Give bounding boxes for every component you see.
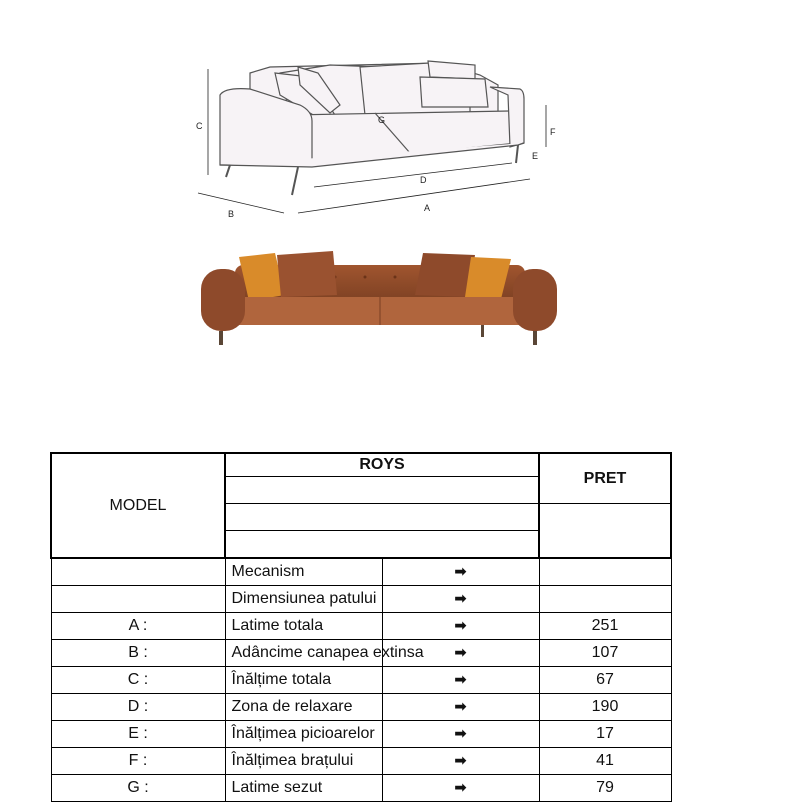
- row-value: 67: [539, 667, 671, 694]
- row-value: 190: [539, 694, 671, 721]
- table-row: [51, 694, 671, 721]
- row-code: E :: [51, 721, 225, 748]
- row-label: Înălțimea picioarelor: [225, 721, 382, 748]
- row-label: Mecanism: [225, 558, 382, 586]
- row-code: C :: [51, 667, 225, 694]
- row-value: 107: [539, 640, 671, 667]
- row-value: [539, 586, 671, 613]
- table-row: [51, 586, 671, 613]
- model-blank-row: [225, 504, 539, 531]
- right-arrow-icon: ➡: [454, 698, 467, 714]
- right-arrow-icon: ➡: [454, 725, 467, 741]
- row-code: A :: [51, 613, 225, 640]
- price-blank: [539, 504, 671, 559]
- row-value: [539, 558, 671, 586]
- sofa-dimension-drawing: [180, 55, 556, 220]
- table-row: [51, 775, 671, 802]
- label-e: E: [532, 151, 539, 161]
- label-f: F: [550, 127, 556, 137]
- model-blank-row: [225, 531, 539, 559]
- right-arrow-icon: ➡: [454, 563, 467, 579]
- table-row: [51, 613, 671, 640]
- model-name: ROYS: [225, 453, 539, 477]
- row-code: G :: [51, 775, 225, 802]
- label-b: B: [228, 209, 235, 219]
- table-row: [51, 640, 671, 667]
- right-arrow-icon: ➡: [454, 590, 467, 606]
- row-value: 17: [539, 721, 671, 748]
- row-code: [51, 558, 225, 586]
- table-row: [51, 667, 671, 694]
- model-blank-row: [225, 477, 539, 504]
- row-label: Înălțimea brațului: [225, 748, 382, 775]
- row-value: 41: [539, 748, 671, 775]
- row-code: F :: [51, 748, 225, 775]
- row-value: 79: [539, 775, 671, 802]
- right-arrow-icon: ➡: [454, 779, 467, 795]
- right-arrow-icon: ➡: [454, 671, 467, 687]
- table-row: [51, 748, 671, 775]
- label-g: G: [378, 115, 386, 125]
- row-label: Înălțime totala: [225, 667, 382, 694]
- row-label: Zona de relaxare: [225, 694, 382, 721]
- right-arrow-icon: ➡: [454, 644, 467, 660]
- table-row: [51, 558, 671, 586]
- row-label: Dimensiunea patului: [225, 586, 382, 613]
- label-c: C: [196, 121, 203, 131]
- right-arrow-icon: ➡: [454, 617, 467, 633]
- row-label: Latime totala: [225, 613, 382, 640]
- model-header: MODEL: [51, 453, 225, 558]
- row-code: B :: [51, 640, 225, 667]
- row-label: Latime sezut: [225, 775, 382, 802]
- label-d: D: [420, 175, 427, 185]
- label-a: A: [424, 203, 431, 213]
- sofa-photo: [195, 245, 565, 350]
- table-row: [51, 721, 671, 748]
- row-value: 251: [539, 613, 671, 640]
- specification-table: [50, 452, 672, 802]
- row-label: Adâncime canapea extinsa: [225, 640, 382, 667]
- right-arrow-icon: ➡: [454, 752, 467, 768]
- row-code: [51, 586, 225, 613]
- price-header: PRET: [539, 453, 671, 504]
- row-code: D :: [51, 694, 225, 721]
